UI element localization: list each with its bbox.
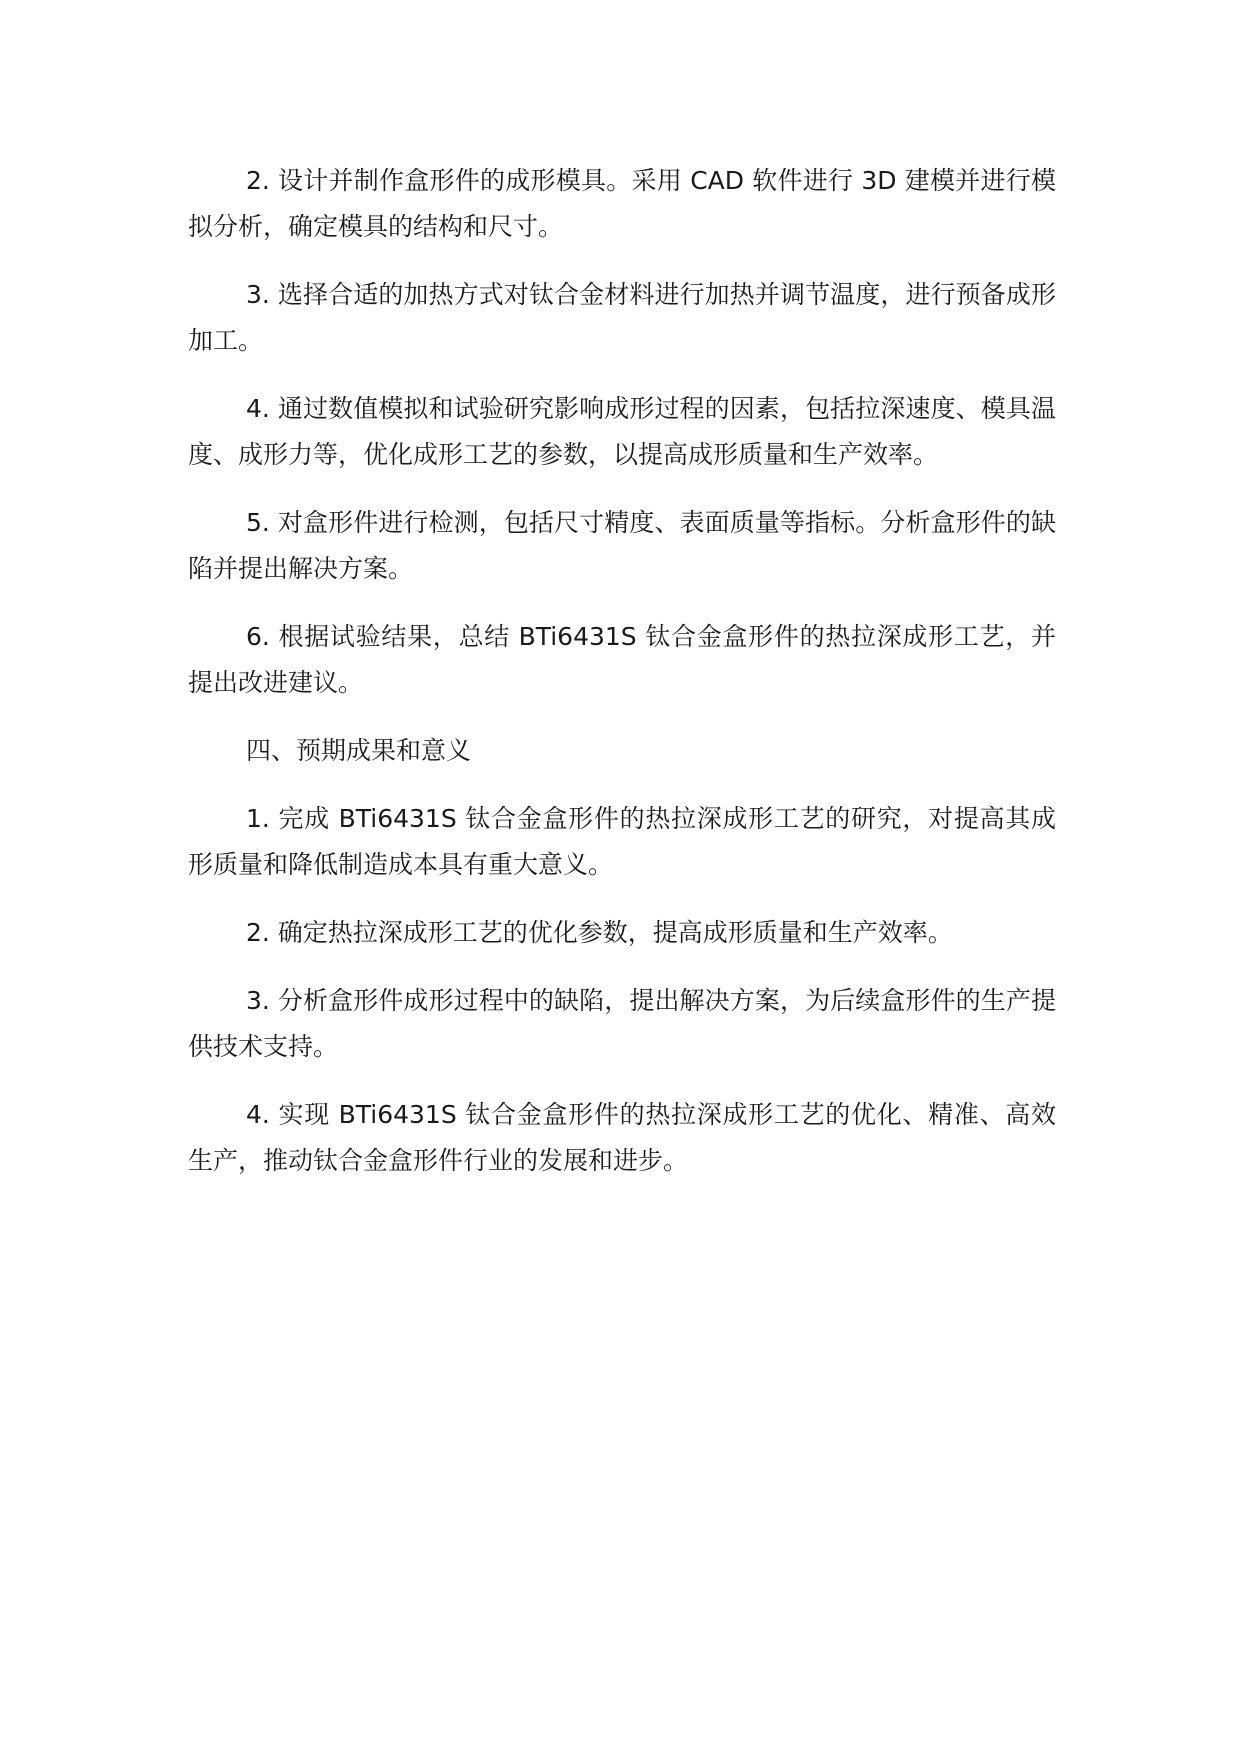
- paragraph-step-2: 2. 设计并制作盒形件的成形模具。采用 CAD 软件进行 3D 建模并进行模拟分析，确定模具的结构和尺寸。: [188, 166, 1056, 241]
- paragraph-step-6: 6. 根据试验结果，总结 BTi6431S 钛合金盒形件的热拉深成形工艺，并提出改进建议。: [188, 622, 1056, 697]
- section-heading: 四、预期成果和意义: [246, 736, 472, 765]
- paragraph-outcome-2: 2. 确定热拉深成形工艺的优化参数，提高成形质量和生产效率。: [246, 918, 953, 947]
- document-body: [188, 158, 1056, 1206]
- paragraph-step-4: 4. 通过数值模拟和试验研究影响成形过程的因素，包括拉深速度、模具温度、成形力等，优化成形工艺的参数，以提高成形质量和生产效率。: [188, 394, 1056, 469]
- paragraph-outcome-4: 4. 实现 BTi6431S 钛合金盒形件的热拉深成形工艺的优化、精准、高效生产，推动钛合金盒形件行业的发展和进步。: [188, 1100, 1056, 1175]
- paragraph-outcome-1: 1. 完成 BTi6431S 钛合金盒形件的热拉深成形工艺的研究，对提高其成形质量和降低制造成本具有重大意义。: [188, 804, 1056, 879]
- paragraph-step-5: 5. 对盒形件进行检测，包括尺寸精度、表面质量等指标。分析盒形件的缺陷并提出解决方案。: [188, 508, 1056, 583]
- paragraph-step-3: 3. 选择合适的加热方式对钛合金材料进行加热并调节温度，进行预备成形加工。: [188, 280, 1056, 355]
- paragraph-outcome-3: 3. 分析盒形件成形过程中的缺陷，提出解决方案，为后续盒形件的生产提供技术支持。: [188, 986, 1056, 1061]
